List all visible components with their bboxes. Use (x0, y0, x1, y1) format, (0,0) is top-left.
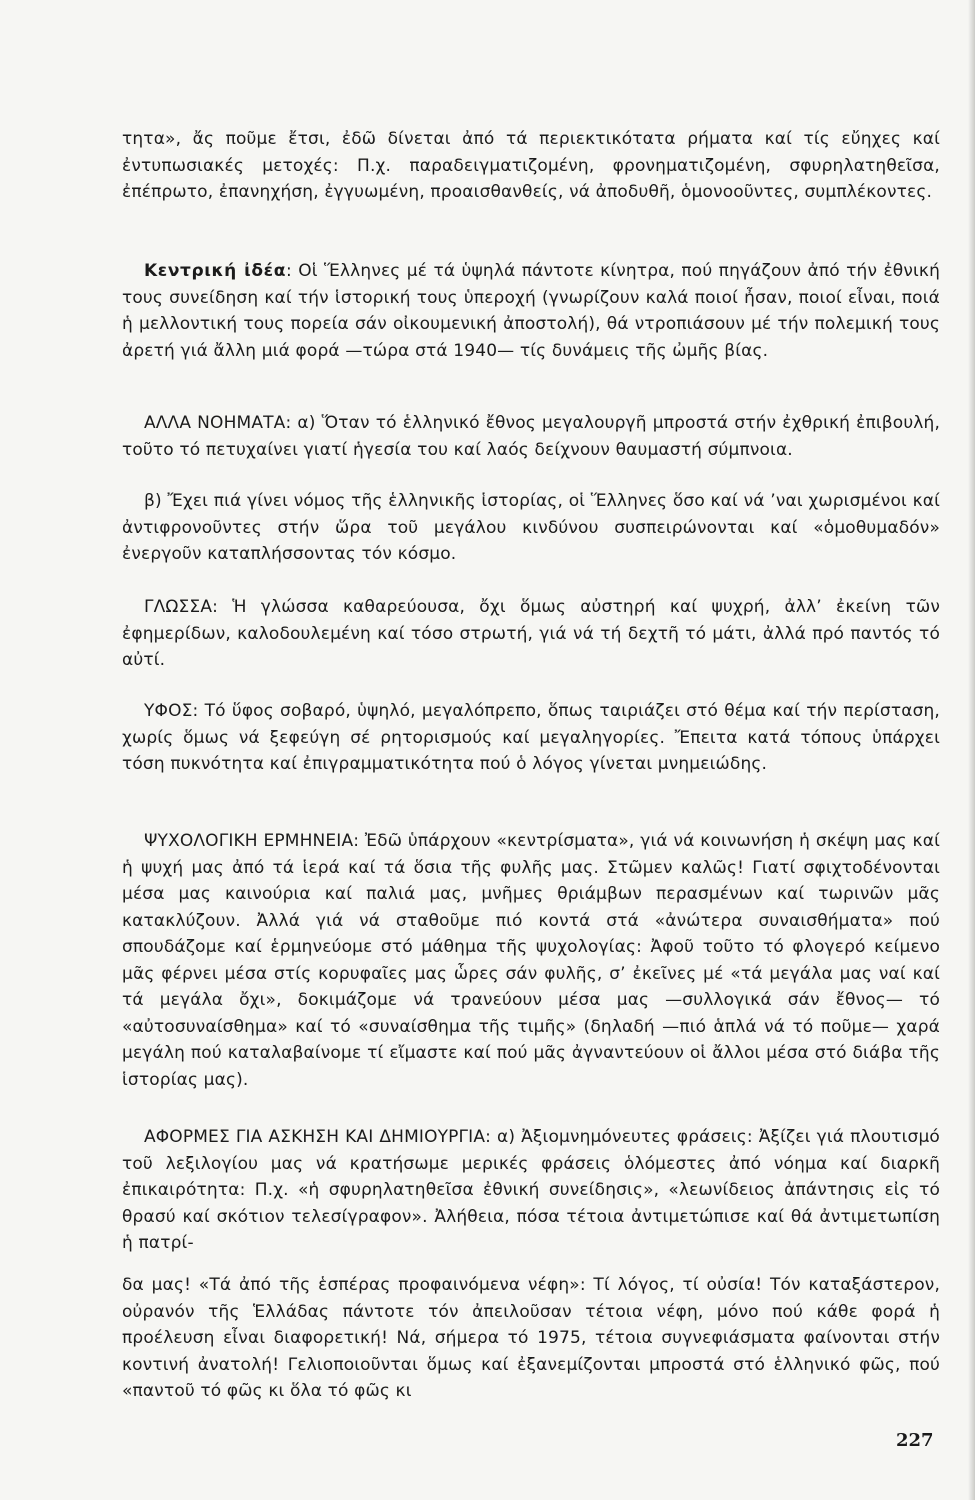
other-meanings-paragraph-a (122, 410, 940, 463)
other-meanings-label: ΑΛΛΑ ΝΟΗΜΑΤΑ (144, 413, 286, 433)
psychological-section (122, 828, 940, 1093)
scan-edge-shadow (968, 0, 975, 1500)
other-meanings-section (122, 410, 940, 463)
style-label: ΥΦΟΣ (144, 701, 193, 721)
language-text: : Ἡ γλώσσα καθαρεύουσα, ὄχι ὅμως αὐστηρή καί ψυχρή, ἀλλ’ ἐκείνη τῶν ἐφημερίδων, καλοδουλεμένη καί τόσο στρωτή, γιά νά τή δεχτῆ τό μάτι, ἀλλά πρό παντός τό αὐτί. (122, 597, 940, 670)
style-section (122, 698, 940, 778)
central-idea-text: : Οἱ Ἕλληνες μέ τά ὑψηλά πάντοτε κίνητρα, πού πηγάζουν ἀπό τήν ἐθνική τους συνείδηση καί τήν ἱστορική τους ὑπεροχή (γνωρίζουν καλά ποιοί ἦσαν, ποιοί εἶναι, ποιά ἡ μελλοντική τους πορεία σάν οἰκουμενική ἀποστολή), θά ντροπιάσουν μέ τήν πολεμική τους ἀρετή γιά ἄλλη μιά φορά —τώρα στά 1940— τίς δυνάμεις τῆς ὠμῆς βίας. (122, 261, 940, 361)
intro-paragraph (122, 126, 940, 206)
psychological-paragraph (122, 828, 940, 1093)
other-meanings-section-b (122, 488, 940, 568)
continuation-paragraph: δα μας! «Τά ἀπό τῆς ἑσπέρας προφαινόμενα νέφη»: Τί λόγος, τί οὐσία! Τόν καταξάστερον, οὐρανόν τῆς Ἑλλάδας πάντοτε τόν ἀπειλοῦσαν τέτοια νέφη, μόνο πού κάθε φορά ἡ προέλευση εἶναι διαφορετική! Νά, σήμερα τό 1975, τέτοια συγνεφιάσματα φαίνονται στήν κοντινή ἀνατολή! Γελιοποιοῦνται ὅμως καί ἐξανεμίζονται μπροστά στό ἑλληνικό φῶς, πού «παντοῦ τό φῶς κι ὅλα τό φῶς κι (122, 1275, 940, 1401)
style-paragraph (122, 698, 940, 778)
central-idea-paragraph (122, 258, 940, 364)
other-meanings-text-a: : α) Ὅταν τό ἑλληνικό ἔθνος μεγαλουργῆ μπροστά στήν ἐχθρική ἐπιβουλή, τοῦτο τό πετυχαίνει γιατί ἡγεσία του καί λαός δείχνουν θαυμαστή σύμπνοια. (122, 413, 940, 460)
exercise-section (122, 1124, 940, 1257)
page-number: 227 (896, 1430, 934, 1451)
language-paragraph (122, 594, 940, 674)
psychological-label: ΨΥΧΟΛΟΓΙΚΗ ΕΡΜΗΝΕΙΑ (144, 831, 354, 851)
intro-text: τητα», ἄς ποῦμε ἔτσι, ἐδῶ δίνεται ἀπό τά περιεκτικότατα ρήματα καί τίς εὔηχες καί ἐντυπωσιακές μετοχές: Π.χ. παραδειγματιζομένη, φρονηματιζομένη, σφυρηλατηθεῖσα, ἐπέπρωτο, ἐπανηχήση, ἐγγυωμένη, προαισθανθείς, νά ἀποδυθῆ, ὁμονοοῦντες, συμπλέκοντες. (122, 129, 940, 202)
exercise-paragraph (122, 1124, 940, 1257)
central-idea-section (122, 258, 940, 364)
style-text: : Τό ὕφος σοβαρό, ὑψηλό, μεγαλόπρεπο, ὅπως ταιριάζει στό θέμα καί τήν περίσταση, χωρίς ὅμως νά ξεφεύγη σέ ρητορισμούς καί μεγαληγορίες. Ἔπειτα κατά τόπους ὑπάρχει τόση πυκνότητα καί ἐπιγραμματικότητα πού ὁ λόγος γίνεται μνημειώδης. (122, 701, 940, 774)
psychological-text: : Ἐδῶ ὑπάρχουν «κεντρίσματα», γιά νά κοινωνήση ἡ σκέψη μας καί ἡ ψυχή μας ἀπό τά ἱερά καί τά ὅσια τῆς φυλῆς μας. Στῶμεν καλῶς! Γιατί σφιχτοδένονται μέσα μας καινούρια καί παλιά μας, μνῆμες θριάμβων περασμένων καί τωρινῶν μᾶς κατακλύζουν. Ἀλλά γιά νά σταθοῦμε πιό κοντά στά «ἀνώτερα συναισθήματα» πού σπουδάζομε καί ἑρμηνεύομε στό μάθημα τῆς ψυχολογίας: Ἀφοῦ τοῦτο τό φλογερό κείμενο μᾶς φέρνει μέσα στίς κορυφαῖες μας ὧρες σάν φυλῆς, σ’ ἐκεῖνες μέ «τά μεγάλα μας ναί καί τά μεγάλα ὄχι», δοκιμάζομε νά τρανεύουν μέσα μας —συλλογικά σάν ἔθνος— τό «αὐτοσυναίσθημα» καί τό «συναίσθημα τῆς τιμῆς» (δηλαδή —πιό ἁπλά νά τό ποῦμε— χαρά μεγάλη πού καταλαβαίνομε τί εἴμαστε καί πού μᾶς ἀγναντεύουν οἱ ἄλλοι μέσα στό διάβα τῆς ἱστορίας μας). (122, 831, 940, 1090)
continuation-section (122, 1272, 940, 1405)
exercise-label: ΑΦΟΡΜΕΣ ΓΙΑ ΑΣΚΗΣΗ ΚΑΙ ΔΗΜΙΟΥΡΓΙΑ (144, 1127, 486, 1147)
language-label: ΓΛΩΣΣΑ (144, 597, 213, 617)
exercise-text: : α) Ἀξιομνημόνευτες φράσεις: Ἀξίζει γιά πλουτισμό τοῦ λεξιλογίου μας νά κρατήσωμε μερικές φράσεις ὁλόμεστες ἀπό νόημα καί διαρκῆ ἐπικαιρότητα: Π.χ. «ἡ σφυρηλατηθεῖσα ἐθνική συνείδησις», «λεωνίδειος ἀπάντησις εἰς τό θρασύ καί σκότιον τελεσίγραφον». Ἀλήθεια, πόσα τέτοια ἀντιμετώπισε καί θά ἀντιμετωπίση ἡ πατρί- (122, 1127, 940, 1253)
other-meanings-paragraph-b: β) Ἔχει πιά γίνει νόμος τῆς ἑλληνικῆς ἱστορίας, οἱ Ἕλληνες ὅσο καί νά ’ναι χωρισμένοι καί ἀντιφρονοῦντες στήν ὥρα τοῦ μεγάλου κινδύνου συσπειρώνονται καί «ὁμοθυμαδόν» ἐνεργοῦν καταπλήσσοντας τόν κόσμο. (122, 491, 940, 564)
language-section (122, 594, 940, 674)
central-idea-label: Κεντρική ἰδέα (144, 261, 287, 281)
